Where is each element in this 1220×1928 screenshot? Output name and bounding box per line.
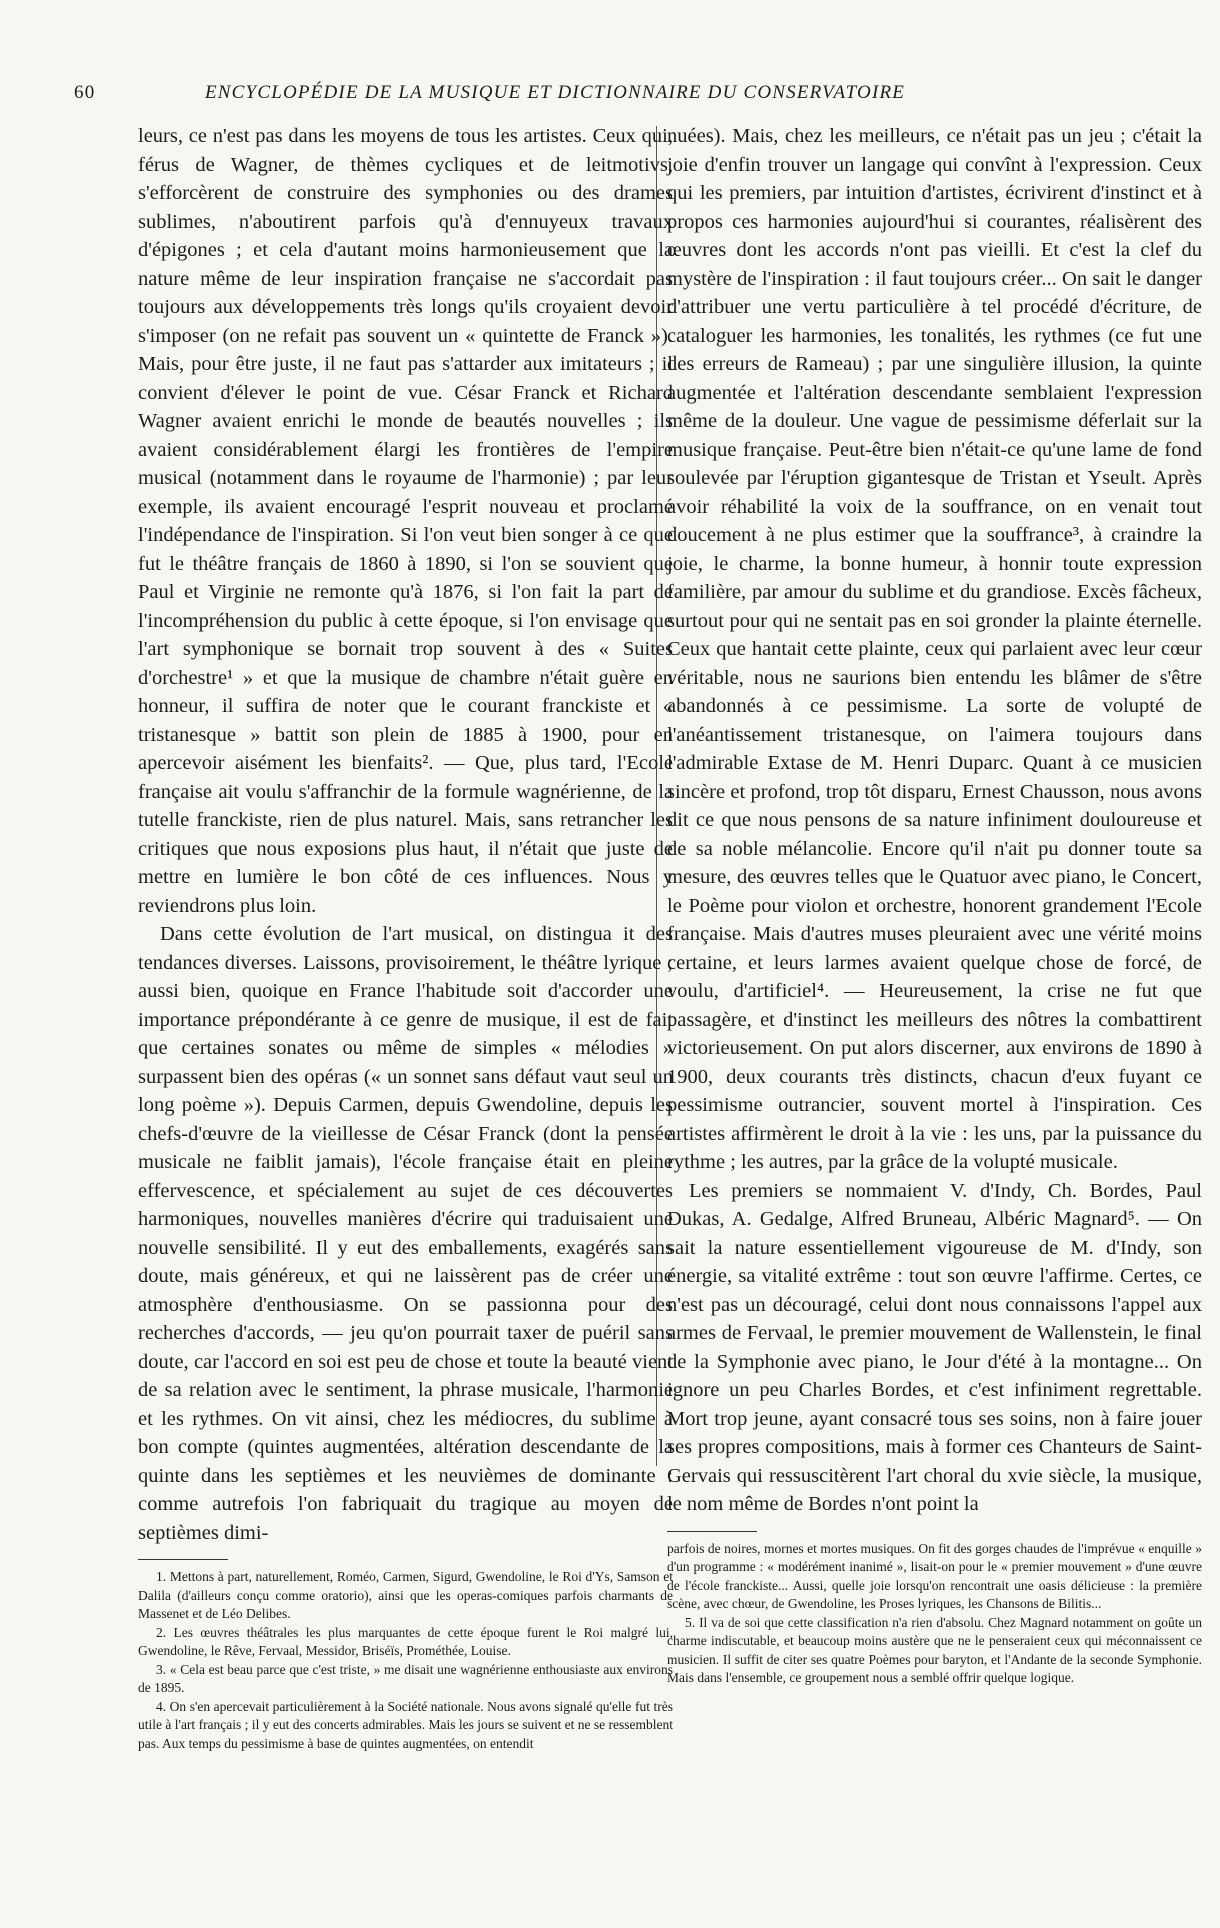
footnote-separator-right — [667, 1531, 757, 1532]
footnote-4-continued: parfois de noires, mornes et mortes musiques. On fit des gorges chaudes de l'imprévue « enquille » d'un programme : « modérément inanimé », lisait-on pour le « premier mouvement » d'une œuvre de l'école franckiste... Aussi, quelle joie lorsqu'on rencontrait une oasis délicieuse : la première scène, avec chœur, de Gwendoline, les Proses lyriques, les Chansons de Bilitis... — [667, 1540, 1202, 1611]
running-title: ENCYCLOPÉDIE DE LA MUSIQUE ET DICTIONNAIRE DU CONSERVATOIRE — [205, 82, 906, 103]
page — [60, 60, 1202, 1880]
right-footnotes — [667, 1540, 1202, 1688]
left-paragraph-1: leurs, ce n'est pas dans les moyens de tous les artistes. Ceux qui, férus de Wagner, de thèmes cycliques et de leitmotivs, s'efforcèrent de construire des symphonies ou des drames sublimes, n'aboutirent parfois qu'à d'ennuyeux travaux d'épigones ; et cela d'autant moins harmonieusement que la nature même de leur inspiration française ne s'accordait pas toujours aux développements très longs qu'ils croyaient devoir s'imposer (on ne refait pas souvent un « quintette de Franck »). Mais, pour être juste, il ne faut pas s'attarder aux imitateurs ; il convient d'élever le point de vue. César Franck et Richard Wagner avaient enrichi le monde de beautés nouvelles ; ils avaient considérablement élargi les frontières de l'empire musical (notamment dans le royaume de l'harmonie) ; par leur exemple, ils avaient encouragé l'esprit nouveau et proclamé l'indépendance de l'inspiration. Si l'on veut bien songer à ce que fut le théâtre français de 1860 à 1890, si l'on se souvient que Paul et Virginie ne remonte qu'à 1876, si l'on fait la part de l'incompréhension du public à cette époque, si l'on envisage que l'art symphonique se bornait trop souvent à des « Suites d'orchestre¹ » et que la musique de chambre n'était guère en honneur, il suffira de noter que le courant franckiste et « tristanesque » battit son plein de 1885 à 1900, pour en apercevoir aisément les bienfaits². — Que, plus tard, l'Ecole française ait voulu s'affranchir de la formule wagnérienne, de la tutelle franckiste, rien de plus naturel. Mais, sans retrancher les critiques que nous exposions plus haut, il n'était que juste de mettre en lumière le bon côté de ces influences. Nous y reviendrons plus loin. — [138, 125, 673, 917]
right-paragraph-1: nuées). Mais, chez les meilleurs, ce n'était pas un jeu ; c'était la joie d'enfin trouver un langage qui convînt à l'expression. Ceux qui les premiers, par intuition d'artistes, écrivirent d'instinct et à propos ces harmonies aujourd'hui si courantes, réalisèrent des œuvres dont les accords n'ont pas vieilli. Et c'est la clef du mystère de l'inspiration : il faut toujours créer... On sait le danger d'attribuer une vertu particulière à tel procédé d'écriture, de cataloguer les harmonies, les tonalités, les rythmes (ce fut une des erreurs de Rameau) ; par une singulière illusion, la quinte augmentée et l'altération descendante semblaient l'expression même de la douleur. Une vague de pessimisme déferlait sur la musique française. Peut-être bien n'était-ce qu'une lame de fond soulevée par l'éruption gigantesque de Tristan et Yseult. Après avoir réhabilité la voix de la souffrance, on en venait tout doucement à ne plus estimer que la souffrance³, à craindre la joie, le charme, la bonne humeur, à honnir toute expression familière, par amour du sublime et du grandiose. Excès fâcheux, surtout pour qui ne sentait pas en soi gronder la plainte éternelle. Ceux que hantait cette plainte, ceux qui parlaient avec leur cœur véritable, nous ne saurions bien entendu les blâmer de s'être abandonnés à ce pessimisme. La sorte de volupté de l'anéantissement tristanesque, on l'aimera toujours dans l'admirable Extase de M. Henri Duparc. Quant à ce musicien sincère et profond, trop tôt disparu, Ernest Chausson, nous avons dit ce que nous pensons de sa nature infiniment douloureuse et de sa noble mélancolie. Encore qu'il n'ait pu donner toute sa mesure, des œuvres telles que le Quatuor avec piano, le Concert, le Poème pour violon et orchestre, honorent grandement l'Ecole française. Mais d'autres muses pleuraient avec une vérité moins certaine, et leurs larmes avaient quelque chose de forcé, de voulu, d'artificiel⁴. — Heureusement, la crise ne fut que passagère, et d'instinct les meilleurs des nôtres la combattirent victorieusement. On put alors discerner, aux environs de 1890 à 1900, deux courants très distincts, chacun d'eux fuyant ce pessimisme outrancier, souvent mortel à l'inspiration. Ces artistes affirmèrent le droit à la vie : les uns, par la puissance du rythme ; les autres, par la grâce de la volupté musicale. — [667, 125, 1202, 1173]
right-body — [667, 122, 1202, 1519]
left-paragraph-2: Dans cette évolution de l'art musical, on distingua it des tendances diverses. Laissons, provisoirement, le théâtre lyrique ; aussi bien, quoique en France l'habitude soit d'accorder une importance prépondérante à ce genre de musique, il est de fait que certaines sonates ou même de simples « mélodies » surpassent bien des opéras (« un sonnet sans défaut vaut seul un long poème »). Depuis Carmen, depuis Gwendoline, depuis les chefs-d'œuvre de la vieillesse de César Franck (dont la pensée musicale ne faiblit jamais), l'école française était en pleine effervescence, et spécialement au sujet de ces découvertes harmoniques, nouvelles manières d'écrire qui traduisaient une nouvelle sensibilité. Il y eut des emballements, exagérés sans doute, mais généreux, et qui ne laissèrent pas de créer une atmosphère d'enthousiasme. On se passionna pour des recherches d'accords, — jeu qu'on pourrait taxer de puéril sans doute, car l'accord en soi est peu de chose et toute la beauté vient de sa relation avec le sentiment, la phrase musicale, l'harmonie et les rythmes. On vit ainsi, chez les médiocres, du sublime à bon compte (quintes augmentées, altération descendante de la quinte dans les septièmes et les neuvièmes de dominante : comme autrefois l'on fabriquait du tragique au moyen de septièmes dimi- — [138, 923, 673, 1544]
footnote-1: 1. Mettons à part, naturellement, Roméo, Carmen, Sigurd, Gwendoline, le Roi d'Ys, Samson et Dalila (d'ailleurs conçu comme oratorio), ainsi que les operas-comiques parfois charmants de Massenet et de Léo Delibes. — [138, 1569, 673, 1621]
right-paragraph-2: Les premiers se nommaient V. d'Indy, Ch. Bordes, Paul Dukas, A. Gedalge, Alfred Bruneau, Albéric Magnard⁵. — On sait la nature essentiellement vigoureuse de M. d'Indy, son énergie, sa vitalité extrême : tout son œuvre l'affirme. Certes, ce n'est pas un découragé, celui dont nous connaissons l'appel aux armes de Fervaal, le premier mouvement de Wallenstein, le final de la Symphonie avec piano, le Jour d'été à la montagne... On ignore un peu Charles Bordes, et c'est infiniment regrettable. Mort trop jeune, ayant consacré tous ses soins, non à faire jouer ses propres compositions, mais à former ces Chanteurs de Saint-Gervais qui ressuscitèrent l'art choral du xvie siècle, la musique, le nom même de Bordes n'ont point la — [667, 1179, 1202, 1515]
footnote-3: 3. « Cela est beau parce que c'est triste, » me disait une wagnérienne enthousiaste aux environs de 1895. — [138, 1661, 673, 1695]
right-column — [667, 122, 1202, 1688]
left-footnotes — [138, 1568, 673, 1753]
left-column — [138, 122, 673, 1753]
footnote-5: 5. Il va de soi que cette classification n'a rien d'absolu. Chez Magnard notamment on goûte un charme indiscutable, et beaucoup moins austère que ne le penseraient ceux qui méconnaissent ce musicien. Il suffit de citer ses quatre Poèmes pour baryton, et l'Andante de la seconde Symphonie. Mais dans l'ensemble, ce groupement nous a semblé offrir quelque logique. — [667, 1614, 1202, 1685]
footnote-4: 4. On s'en apercevait particulièrement à la Société nationale. Nous avons signalé qu'elle fut très utile à l'art français ; il y eut des concerts admirables. Mais les jours se suivent et ne se ressemblent pas. Aux temps du pessimisme à base de quintes augmentées, on entendit — [138, 1698, 673, 1751]
footnote-2: 2. Les œuvres théâtrales les plus marquantes de cette époque furent le Roi malgré lui, Gwendoline, le Rêve, Fervaal, Messidor, Briséïs, Prométhée, Louise. — [138, 1624, 673, 1658]
left-body — [138, 122, 673, 1547]
page-number: 60 — [74, 82, 96, 103]
footnote-separator-left — [138, 1559, 228, 1560]
page-header — [60, 82, 1180, 112]
